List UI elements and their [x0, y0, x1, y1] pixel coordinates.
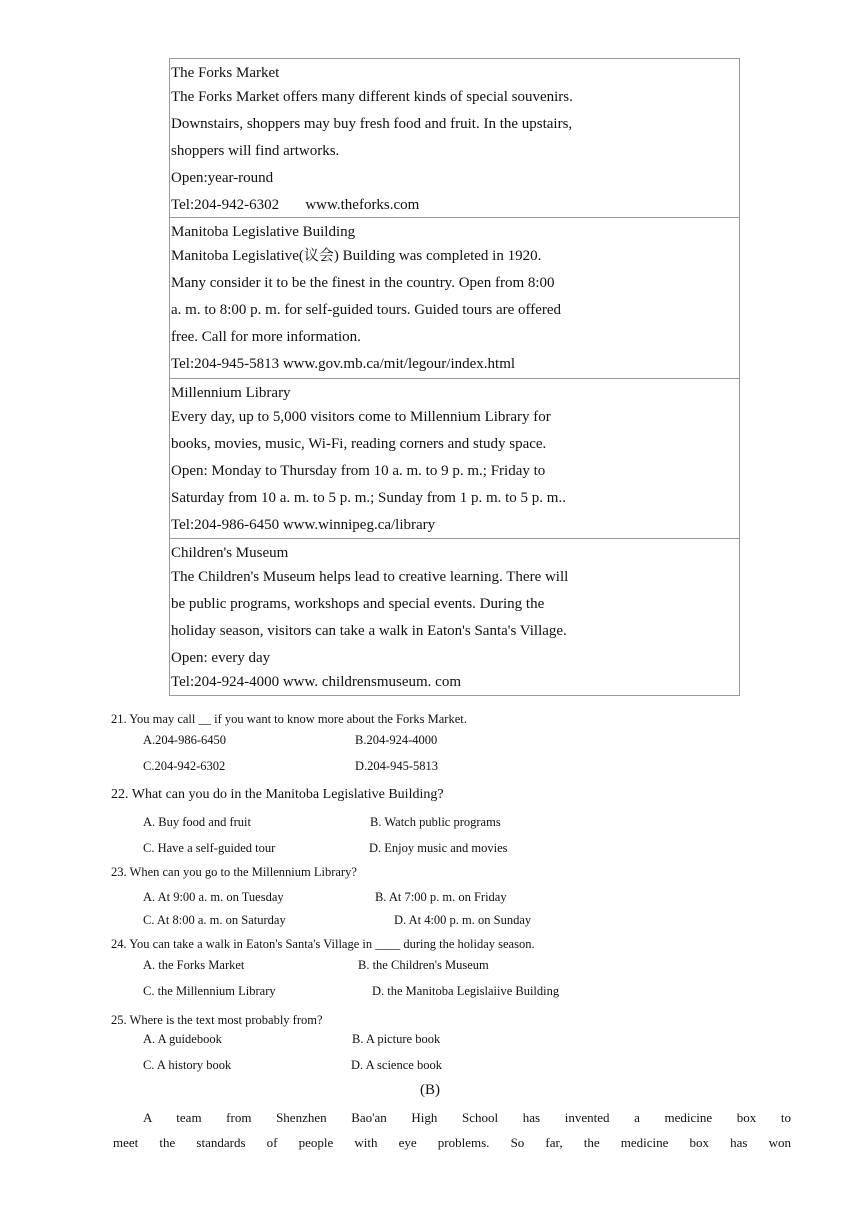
attraction-text: Many consider it to be the finest in the country. Open from 8:00 [171, 275, 555, 291]
option-d: D. the Manitoba Legislaiive Building [372, 984, 560, 998]
attraction-contact: Tel:204-924-4000 www. childrensmuseum. com [171, 674, 462, 690]
option-c: C. Have a self-guided tour [143, 841, 276, 855]
attraction-text: Manitoba Legislative(议会) Building was completed in 1920. [171, 248, 542, 264]
passage-line: meet the standards of people with eye problems. So far, the medicine box has won [113, 1135, 791, 1150]
option-a: A. Buy food and fruit [143, 815, 251, 829]
option-c: C. At 8:00 a. m. on Saturday [143, 913, 286, 927]
option-b: B. At 7:00 p. m. on Friday [375, 890, 507, 904]
question-stem: 21. You may call __ if you want to know more about the Forks Market. [111, 712, 467, 726]
attraction-text: a. m. to 8:00 p. m. for self-guided tours. Guided tours are offered [171, 302, 562, 318]
option-d: D. At 4:00 p. m. on Sunday [394, 913, 532, 927]
attraction-text: be public programs, workshops and special events. During the [171, 596, 545, 612]
option-c: C. A history book [143, 1058, 232, 1072]
attraction-text: The Forks Market offers many different kinds of special souvenirs. [171, 89, 573, 105]
attraction-contact: Tel:204-942-6302 www.theforks.com [171, 197, 420, 213]
section-heading: (B) [420, 1082, 440, 1098]
attraction-text: Downstairs, shoppers may buy fresh food and fruit. In the upstairs, [171, 116, 573, 132]
question-stem: 23. When can you go to the Millennium Library? [111, 865, 357, 879]
attraction-text: The Children's Museum helps lead to creative learning. There will [171, 569, 569, 585]
option-c: C.204-942-6302 [143, 759, 226, 773]
option-d: D. A science book [351, 1058, 442, 1072]
attraction-text: holiday season, visitors can take a walk in Eaton's Santa's Village. [171, 623, 567, 639]
passage-line: A team from Shenzhen Bao'an High School has invented a medicine box to [143, 1110, 791, 1125]
attraction-text: books, movies, music, Wi-Fi, reading corners and study space. [171, 436, 547, 452]
table-row [170, 539, 739, 695]
option-b: B. A picture book [352, 1032, 441, 1046]
attraction-text: Open:year-round [171, 170, 274, 186]
option-a: A. the Forks Market [143, 958, 245, 972]
attraction-text: free. Call for more information. [171, 329, 361, 345]
attraction-name: The Forks Market [171, 65, 280, 81]
question-stem: 25. Where is the text most probably from? [111, 1013, 323, 1027]
attraction-text: Open: every day [171, 650, 271, 666]
attraction-contact: Tel:204-945-5813 www.gov.mb.ca/mit/legour/index.html [171, 356, 516, 372]
question-stem: 22. What can you do in the Manitoba Legislative Building? [111, 787, 444, 802]
attraction-name: Millennium Library [171, 385, 291, 401]
option-d: D.204-945-5813 [355, 759, 438, 773]
attraction-name: Children's Museum [171, 545, 289, 561]
attractions-table [169, 58, 740, 696]
attraction-text: Saturday from 10 a. m. to 5 p. m.; Sunday from 1 p. m. to 5 p. m.. [171, 490, 566, 506]
option-d: D. Enjoy music and movies [369, 841, 508, 855]
attraction-text: Open: Monday to Thursday from 10 a. m. to 9 p. m.; Friday to [171, 463, 546, 479]
attraction-text: shoppers will find artworks. [171, 143, 340, 159]
option-b: B. the Children's Museum [358, 958, 489, 972]
option-a: A.204-986-6450 [143, 733, 226, 747]
table-row [170, 59, 739, 218]
option-a: A. At 9:00 a. m. on Tuesday [143, 890, 284, 904]
attraction-contact: Tel:204-986-6450 www.winnipeg.ca/library [171, 517, 436, 533]
attraction-text: Every day, up to 5,000 visitors come to Millennium Library for [171, 409, 551, 425]
table-row [170, 218, 739, 379]
option-b: B.204-924-4000 [355, 733, 438, 747]
option-b: B. Watch public programs [370, 815, 501, 829]
option-a: A. A guidebook [143, 1032, 222, 1046]
question-stem: 24. You can take a walk in Eaton's Santa's Village in ____ during the holiday season. [111, 937, 535, 951]
option-c: C. the Millennium Library [143, 984, 276, 998]
attraction-name: Manitoba Legislative Building [171, 224, 356, 240]
table-row [170, 379, 739, 539]
